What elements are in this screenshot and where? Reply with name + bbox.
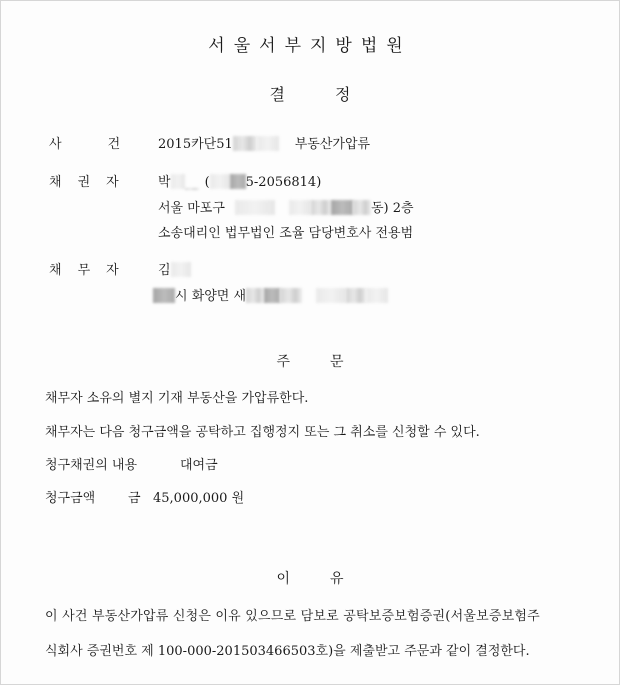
creditor-id: 5-2056814)	[245, 175, 322, 190]
claim-label: 청구채권의 내용	[45, 458, 138, 473]
redaction	[230, 174, 246, 189]
case-name: 부동산가압류	[294, 137, 371, 152]
redaction	[311, 200, 331, 215]
reason-line-2: 식회사 증권번호 제 100-000-201503466503호)을 제출받고 주문과 같이 결정한다.	[45, 644, 530, 659]
amount-label: 청구금액	[45, 491, 96, 506]
claim-value: 대여금	[180, 458, 218, 473]
reason-line-1: 이 사건 부동산가압류 신청은 이유 있으므로 담보로 공탁보증보험증권(서울보증보험주	[45, 609, 540, 624]
redaction	[210, 174, 230, 189]
amount-value: 45,000,000 원	[153, 491, 245, 506]
redaction	[235, 200, 275, 215]
redaction	[185, 188, 199, 190]
order-heading: 주문	[276, 354, 384, 370]
redaction	[171, 262, 191, 277]
redaction	[331, 200, 353, 215]
case-label-char: 사	[49, 137, 62, 152]
creditor-label	[49, 171, 119, 190]
redaction	[246, 288, 264, 303]
creditor-name-line	[158, 171, 321, 190]
court-name: 서울서부지방법원	[208, 36, 412, 56]
debtor-name: 김	[158, 263, 171, 278]
creditor-counsel: 소송대리인 법무법인 조율 담당변호사 전용범	[158, 226, 414, 241]
redaction	[316, 288, 346, 303]
creditor-label-char: 권	[77, 175, 91, 190]
amount-unit-label: 금	[128, 491, 141, 506]
creditor-address: 서울 마포구	[158, 201, 225, 216]
debtor-label	[49, 259, 119, 278]
redaction	[353, 200, 371, 215]
order-line-1: 채무자 소유의 별지 기재 부동산을 가압류한다.	[45, 391, 309, 406]
case-number: 2015카단51	[158, 137, 233, 152]
creditor-label-char: 채	[49, 175, 62, 190]
creditor-address-suffix: 동) 2층	[370, 201, 414, 216]
redaction	[171, 174, 185, 189]
creditor-id-open: (	[204, 175, 210, 190]
reason-heading: 이유	[276, 571, 384, 587]
redaction	[264, 288, 280, 303]
case-number-line	[158, 133, 370, 152]
creditor-address-line	[158, 197, 414, 216]
debtor-label-char: 채	[49, 263, 62, 278]
debtor-address: 시 화양면 새	[175, 289, 247, 304]
document-title: 결정	[269, 85, 401, 104]
debtor-label-char: 자	[106, 263, 119, 278]
redaction	[280, 288, 302, 303]
redaction	[289, 200, 311, 215]
case-label-char: 건	[107, 137, 121, 152]
creditor-name: 박	[158, 175, 171, 190]
debtor-name-line	[158, 259, 191, 278]
order-line-2: 채무자는 다음 청구금액을 공탁하고 집행정지 또는 그 취소를 신청할 수 있다.	[45, 425, 480, 440]
redaction	[153, 288, 175, 303]
debtor-label-char: 무	[77, 263, 91, 278]
redaction	[366, 288, 388, 303]
redaction	[233, 136, 257, 151]
redaction	[257, 136, 279, 151]
case-label	[49, 133, 120, 152]
creditor-label-char: 자	[106, 175, 119, 190]
redaction	[346, 288, 366, 303]
debtor-address-line	[153, 285, 388, 304]
